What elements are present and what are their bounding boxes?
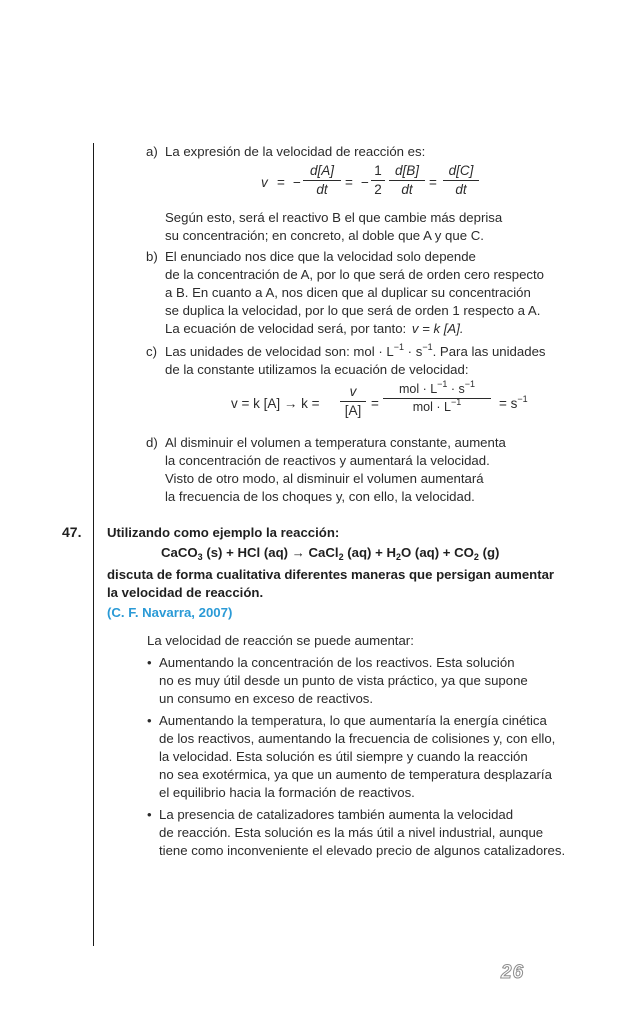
item-a-line: su concentración; en concreto, al doble que A y que C. xyxy=(165,228,484,243)
fraction-bar xyxy=(389,180,425,181)
formula-text: O (aq) + CO xyxy=(401,545,474,560)
units-text: = s xyxy=(499,396,518,411)
bullet-2-line: no sea exotérmica, ya que un aumento de temperatura desplazaría xyxy=(159,767,552,782)
bullet-3-line: de reacción. Esta solución es la más útil a nivel industrial, aunque xyxy=(159,825,544,840)
item-d-label: d) xyxy=(146,435,158,450)
eq2-lhs: v = k [A] → k = xyxy=(231,396,320,411)
bullet-1-line: no es muy útil desde un punto de vista práctico, ya que supone xyxy=(159,673,528,688)
page-number: 26 xyxy=(501,962,525,983)
superscript: −1 xyxy=(517,394,528,404)
problem-statement: Utilizando como ejemplo la reacción: xyxy=(107,525,340,540)
bullet-2-line: el equilibrio hacia la formación de reactivos. xyxy=(159,785,415,800)
fraction-v-over-A xyxy=(340,384,366,418)
fraction-one-half xyxy=(371,163,385,197)
formula-text: (aq) + H xyxy=(343,545,396,560)
item-c-line: de la constante utilizamos la ecuación de velocidad: xyxy=(165,362,469,377)
units-text: · s xyxy=(404,344,423,359)
formula-text: CaCO xyxy=(161,545,198,560)
eq1-minus: − xyxy=(293,175,301,190)
item-b-line: se duplica la velocidad, por lo que será de orden 1 respecto a A. xyxy=(165,303,541,318)
bullet-3-line: tiene como inconveniente el elevado precio de algunos catalizadores. xyxy=(159,843,566,858)
fraction-bar xyxy=(340,401,366,402)
fraction-bar xyxy=(443,180,479,181)
item-b-line: El enunciado nos dice que la velocidad solo depende xyxy=(165,249,476,264)
fraction-denominator: dt xyxy=(316,182,328,197)
fraction-numerator: v xyxy=(349,384,357,399)
item-b-line-text: La ecuación de velocidad será, por tanto: xyxy=(165,321,407,336)
item-b-line: a B. En cuanto a A, nos dicen que al duplicar su concentración xyxy=(165,285,531,300)
item-a-intro: La expresión de la velocidad de reacción es: xyxy=(165,144,426,159)
fraction-denominator: [A] xyxy=(344,403,362,418)
rate-equation: v = k [A]. xyxy=(411,321,464,336)
eq1-equals: = xyxy=(277,175,285,190)
units-text: mol · L xyxy=(412,400,451,414)
fraction-denominator: 2 xyxy=(374,182,382,197)
bullet-2-line: la velocidad. Esta solución es útil siempre y cuando la reacción xyxy=(159,749,528,764)
problem-statement: la velocidad de reacción. xyxy=(107,585,264,600)
item-b-line: de la concentración de A, por lo que será de orden cero respecto xyxy=(165,267,545,282)
fraction-denominator xyxy=(383,397,491,414)
formula-text: (s) + HCl (aq) → CaCl xyxy=(202,545,339,560)
item-a-line: Según esto, será el reactivo B el que cambie más deprisa xyxy=(165,210,503,225)
eq2-rhs xyxy=(499,396,528,411)
bullet: • xyxy=(147,713,152,728)
fraction-dB-dt xyxy=(389,163,425,197)
problem-number: 47. xyxy=(62,524,82,540)
item-c-line xyxy=(165,343,546,362)
fraction-bar xyxy=(383,398,491,399)
superscript: −1 xyxy=(450,397,462,407)
bullet-1-line: Aumentando la concentración de los reactivos. Esta solución xyxy=(159,655,515,670)
fraction-units xyxy=(383,379,491,414)
fraction-numerator: d[C] xyxy=(448,163,474,178)
fraction-numerator xyxy=(383,379,491,396)
answer-intro: La velocidad de reacción se puede aumentar: xyxy=(147,633,414,648)
margin-rule xyxy=(93,143,94,946)
subscript: 2 xyxy=(338,552,344,562)
units-text: . Para las unidades xyxy=(432,344,546,359)
fraction-numerator: d[A] xyxy=(309,163,334,178)
fraction-numerator: 1 xyxy=(374,163,382,178)
citation: (C. F. Navarra, 2007) xyxy=(107,605,233,620)
bullet: • xyxy=(147,807,152,822)
subscript: 2 xyxy=(395,552,401,562)
eq1-minus: − xyxy=(361,175,369,190)
chemical-reaction xyxy=(161,544,499,563)
bullet-1-line: un consumo en exceso de reactivos. xyxy=(159,691,374,706)
units-text: · s xyxy=(447,382,465,396)
eq1-equals: = xyxy=(345,175,353,190)
fraction-numerator: d[B] xyxy=(394,163,419,178)
problem-statement: discuta de forma cualitativa diferentes maneras que persigan aumentar xyxy=(107,567,555,582)
superscript: −1 xyxy=(422,342,433,352)
bullet-2-line: Aumentando la temperatura, lo que aumentaría la energía cinética xyxy=(159,713,547,728)
item-d-line: Visto de otro modo, al disminuir el volumen aumentará xyxy=(165,471,484,486)
item-c-label: c) xyxy=(146,344,157,359)
formula-text: (g) xyxy=(478,545,500,560)
item-a-label: a) xyxy=(146,144,158,159)
fraction-bar xyxy=(371,180,385,181)
bullet: • xyxy=(147,655,152,670)
units-text: Las unidades de velocidad son: mol · L xyxy=(165,344,394,359)
bullet-2-line: de los reactivos, aumentando la frecuencia de colisiones y, con ello, xyxy=(159,731,556,746)
superscript: −1 xyxy=(393,342,404,352)
superscript: −1 xyxy=(464,379,476,389)
superscript: −1 xyxy=(437,379,448,389)
subscript: 3 xyxy=(197,552,203,562)
item-d-line: la frecuencia de los choques y, con ello, la velocidad. xyxy=(165,489,475,504)
eq1-equals: = xyxy=(429,175,437,190)
item-d-line: Al disminuir el volumen a temperatura constante, aumenta xyxy=(165,435,506,450)
units-text: mol · L xyxy=(398,382,438,396)
item-b-label: b) xyxy=(146,249,158,264)
eq2-equals: = xyxy=(371,396,379,411)
fraction-bar xyxy=(303,180,341,181)
eq1-v: v xyxy=(261,175,268,190)
fraction-denominator: dt xyxy=(401,182,413,197)
item-d-line: la concentración de reactivos y aumentará la velocidad. xyxy=(165,453,490,468)
fraction-dA-dt xyxy=(303,163,341,197)
fraction-denominator: dt xyxy=(455,182,467,197)
subscript: 2 xyxy=(473,552,479,562)
fraction-dC-dt xyxy=(443,163,479,197)
item-b-line xyxy=(165,320,464,337)
bullet-3-line: La presencia de catalizadores también aumenta la velocidad xyxy=(159,807,514,822)
